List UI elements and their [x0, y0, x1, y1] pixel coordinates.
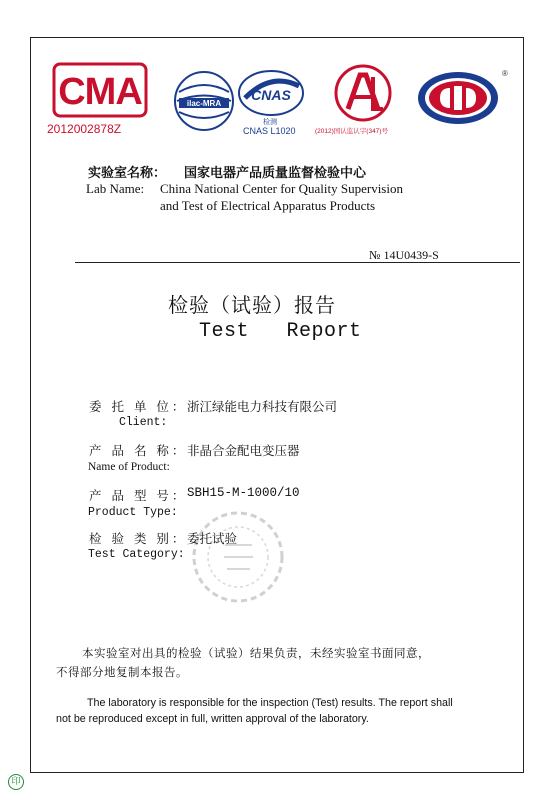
ilac-mra-logo-icon [173, 70, 235, 132]
client-value: 浙江绿能电力科技有限公司 [187, 399, 338, 414]
field-label-en: Product Type: [88, 506, 178, 519]
notice-en-line2: not be reproduced except in full, written approval of the laboratory. [56, 713, 369, 725]
lab-name-en-2: and Test of Electrical Apparatus Products [160, 198, 376, 213]
field-label-en: Client: [119, 416, 168, 429]
product-name-value: 非晶合金配电变压器 [187, 443, 300, 458]
cma-mark-icon [52, 62, 148, 118]
notice-cn-line2: 不得部分地复制本报告。 [56, 665, 188, 679]
registered-mark: ® [502, 69, 508, 78]
notice-en-line1: The laboratory is responsible for the inspection (Test) results. The report shall [87, 697, 453, 709]
cnas-number: CNAS L1020 [243, 126, 296, 136]
field-label-en: Test Category: [88, 548, 185, 561]
divider-line [75, 262, 520, 263]
field-label-en: Name of Product: [88, 461, 170, 473]
notice-cn-line1: 本实验室对出具的检验（试验）结果负责，未经实验室书面同意， [82, 646, 430, 660]
seal-stamp-icon [180, 505, 300, 615]
lab-name-en-1: China National Center for Quality Supervision [160, 181, 403, 196]
report-title-en: Test Report [199, 320, 362, 343]
print-mark-icon: 印 [8, 774, 24, 790]
field-label-cn: 委 托 单 位： [89, 399, 188, 414]
cnas-mark-icon [237, 68, 305, 118]
svg-text:ilac-MRA: ilac-MRA [186, 99, 222, 108]
svg-text:CMA: CMA [58, 71, 142, 113]
field-label-cn: 产 品 型 号： [89, 488, 188, 503]
report-number: № 14U0439-S [369, 248, 439, 262]
field-label-cn: 产 品 名 称： [89, 443, 188, 458]
cal-mark-icon [333, 63, 393, 123]
cnas-sub-cn: 检测 [263, 119, 277, 126]
product-type-value: SBH15-M-1000/10 [187, 486, 300, 500]
lab-name-cn: 国家电器产品质量监督检验中心 [184, 166, 367, 181]
cma-number: 2012002878Z [47, 122, 122, 136]
cqc-emblem-icon [416, 70, 500, 126]
field-label-cn: 检 验 类 别： [89, 531, 188, 546]
cal-approval: (2012)国认监认字(347)号 [315, 128, 388, 135]
report-title-cn: 检验（试验）报告 [168, 293, 336, 317]
lab-label-en: Lab Name: [86, 181, 145, 196]
test-category-value: 委托试验 [187, 531, 238, 546]
lab-label-cn: 实验室名称： [88, 166, 167, 181]
svg-text:CNAS: CNAS [251, 87, 291, 103]
